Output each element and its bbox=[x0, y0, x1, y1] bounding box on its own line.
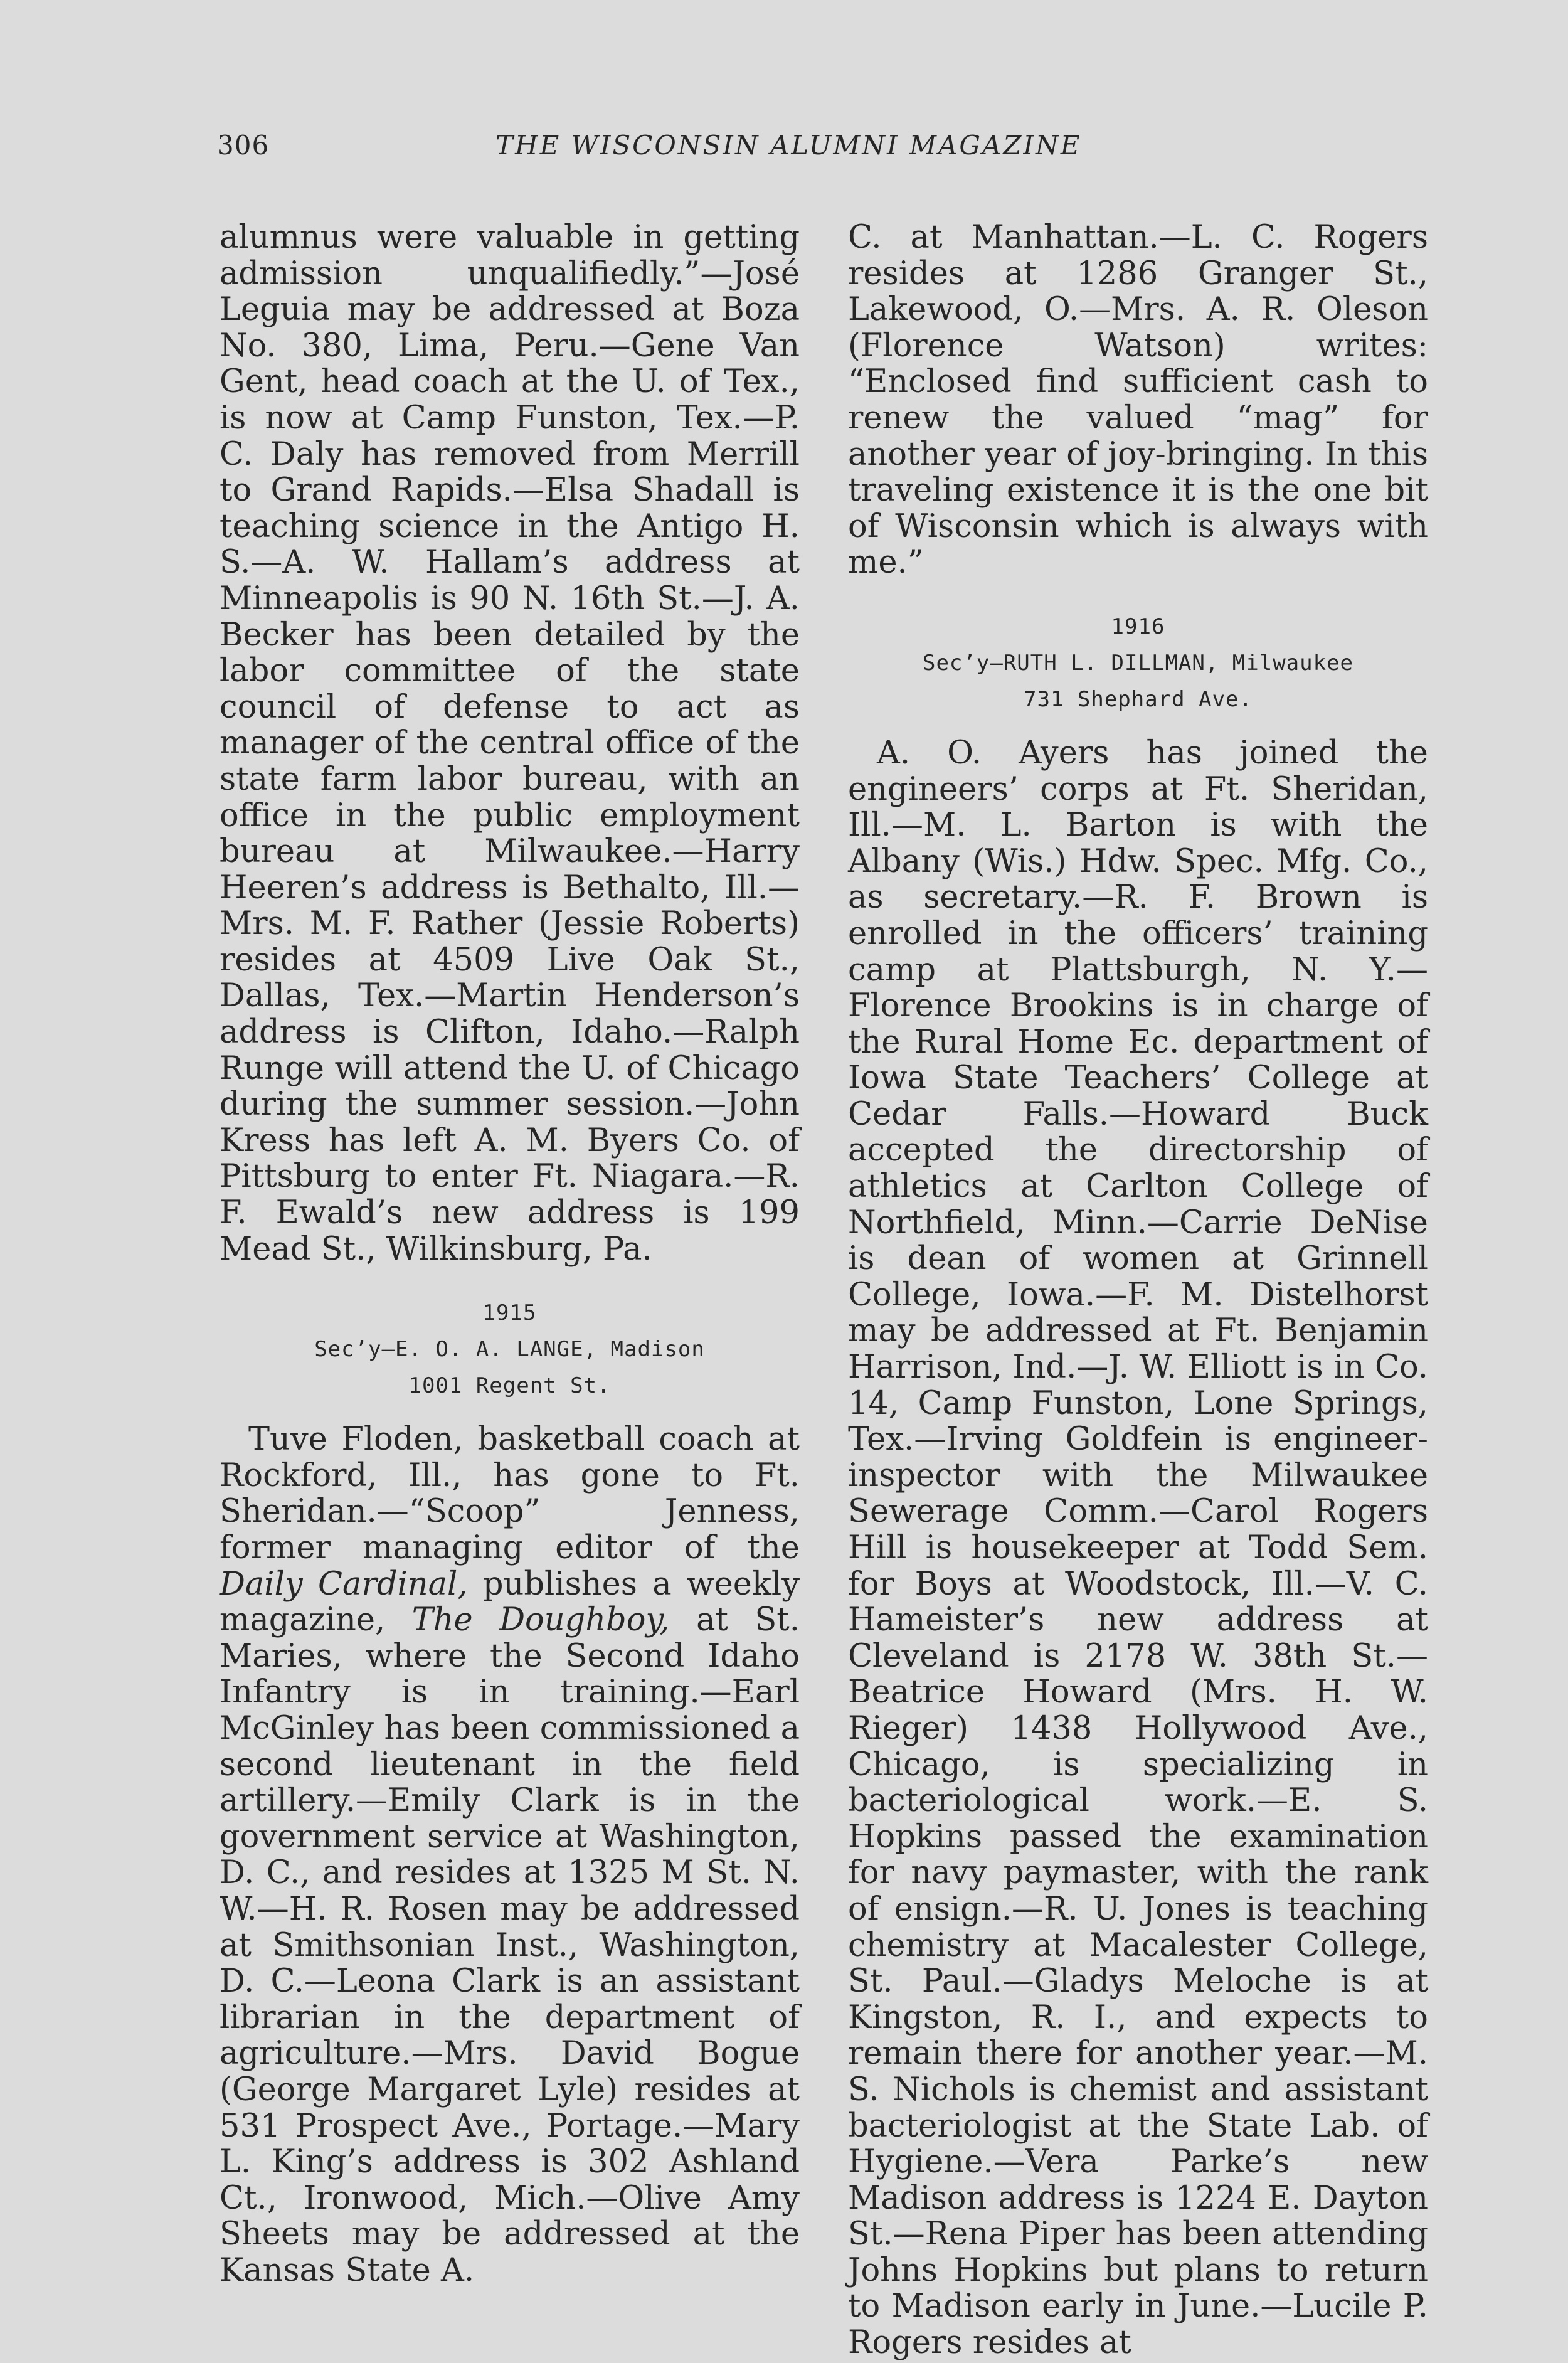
secretary-address: 1001 Regent St. bbox=[408, 1373, 611, 1399]
class-1915-heading bbox=[220, 1295, 800, 1404]
notes-text: Tuve Floden, basketball coach at Rockford, Ill., has gone to Ft. Sheridan.—“Scoop” Jenness, former managing editor of the bbox=[220, 1421, 800, 1566]
notes-text: publishes a weekly magazine, bbox=[220, 1565, 800, 1639]
page-number: 306 bbox=[217, 130, 270, 161]
class-1915-notes bbox=[220, 1421, 800, 2288]
publication-title: The Doughboy, bbox=[411, 1601, 670, 1639]
continued-paragraph-right: C. at Manhattan.—L. C. Rogers resides at 1286 Granger St., Lakewood, O.—Mrs. A. R. Oleson (Florence Watson) writes: “Enclosed find sufficient cash to renew the valued “mag” for another year of joy-bringing. In this traveling existence it is the one bit of Wisconsin which is always with me.” bbox=[848, 219, 1428, 581]
secretary-address: 731 Shephard Ave. bbox=[1024, 686, 1253, 712]
class-year: 1916 bbox=[1111, 613, 1165, 639]
class-1916-notes: A. O. Ayers has joined the engineers’ corps at Ft. Sheridan, Ill.—M. L. Barton is with the Albany (Wis.) Hdw. Spec. Mfg. Co., as secretary.—R. F. Brown is enrolled in the officers’ training camp at Plattsburgh, N. Y.—Florence Brookins is in charge of the Rural Home Ec. department of Iowa State Teachers’ College at Cedar Falls.—Howard Buck accepted the directorship of athletics at Carlton College of Northfield, Minn.—Carrie DeNise is dean of women at Grinnell College, Iowa.—F. M. Distelhorst may be addressed at Ft. Benjamin Harrison, Ind.—J. W. Elliott is in Co. 14, Camp Funston, Lone Springs, Tex.—Irving Goldfein is engineer-inspector with the Milwaukee Sewerage Comm.—Carol Rogers Hill is housekeeper at Todd Sem. for Boys at Woodstock, Ill.—V. C. Hameister’s new address at Cleveland is 2178 W. 38th St.—Beatrice Howard (Mrs. H. W. Rieger) 1438 Hollywood Ave., Chicago, is specializing in bacteriological work.—E. S. Hopkins passed the examination for navy paymaster, with the rank of ensign.—R. U. Jones is teaching chemistry at Macalester College, St. Paul.—Gladys Meloche is at Kingston, R. I., and expects to remain there for another year.—M. S. Nichols is chemist and assistant bacteriologist at the State Lab. of Hygiene.—Vera Parke’s new Madison address is 1224 E. Dayton St.—Rena Piper has been attending Johns Hopkins but plans to return to Madison early in June.—Lucile P. Rogers resides at bbox=[848, 734, 1428, 2362]
class-1916-heading bbox=[848, 608, 1428, 718]
continued-paragraph-left: alumnus were valuable in getting admission unqualifiedly.”—José Leguia may be addressed at Boza No. 380, Lima, Peru.—Gene Van Gent, head coach at the U. of Tex., is now at Camp Funston, Tex.—P. C. Daly has removed from Merrill to Grand Rapids.—Elsa Shadall is teaching science in the Antigo H. S.—A. W. Hallam’s address at Minneapolis is 90 N. 16th St.—J. A. Becker has been detailed by the labor committee of the state council of defense to act as manager of the central office of the state farm labor bureau, with an office in the public employment bureau at Milwaukee.—Harry Heeren’s address is Bethalto, Ill.—Mrs. M. F. Rather (Jessie Roberts) resides at 4509 Live Oak St., Dallas, Tex.—Martin Henderson’s address is Clifton, Idaho.—Ralph Runge will attend the U. of Chicago during the summer session.—John Kress has left A. M. Byers Co. of Pittsburg to enter Ft. Niagara.—R. F. Ewald’s new address is 199 Mead St., Wilkinsburg, Pa. bbox=[220, 219, 800, 1268]
class-secretary: Sec’y—RUTH L. DILLMAN, Milwaukee bbox=[922, 650, 1354, 676]
publication-title: Daily Cardinal, bbox=[220, 1565, 468, 1603]
notes-text: at St. Maries, where the Second Idaho Infantry is in training.—Earl McGinley has been commissioned a second lieutenant in the field artillery.—Emily Clark is in the government service at Washington, D. C., and resides at 1325 M St. N. W.—H. R. Rosen may be addressed at Smithsonian Inst., Washington, D. C.—Leona Clark is an assistant librarian in the department of agriculture.—Mrs. David Bogue (George Margaret Lyle) resides at 531 Prospect Ave., Portage.—Mary L. King’s address is 302 Ashland Ct., Ironwood, Mich.—Olive Amy Sheets may be addressed at the Kansas State A. bbox=[220, 1601, 800, 2289]
class-secretary: Sec’y—E. O. A. LANGE, Madison bbox=[314, 1337, 705, 1362]
left-column bbox=[220, 220, 800, 2288]
class-year: 1915 bbox=[482, 1300, 537, 1326]
magazine-title: THE WISCONSIN ALUMNI MAGAZINE bbox=[495, 130, 1082, 161]
right-column bbox=[848, 220, 1428, 2361]
